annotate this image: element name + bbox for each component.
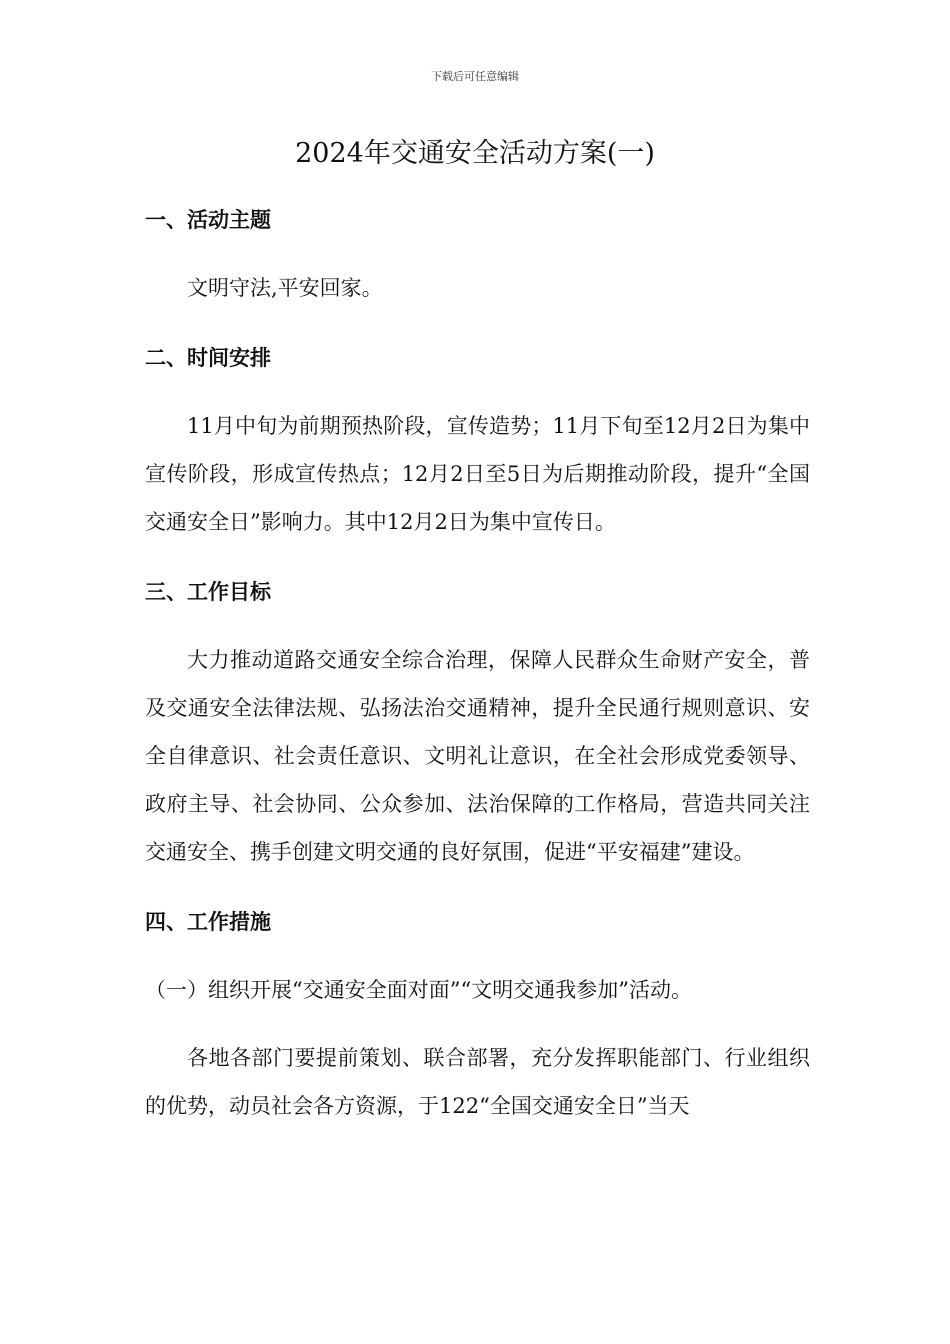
- section-heading-schedule: 二、时间安排: [145, 346, 271, 370]
- section-paragraph-measures: 各地各部门要提前策划、联合部署，充分发挥职能部门、行业组织的优势，动员社会各方资源，于122“全国交通安全日”当天: [145, 1046, 810, 1118]
- document-body: [145, 196, 810, 1130]
- section-paragraph-schedule: 11月中旬为前期预热阶段，宣传造势；11月下旬至12月2日为集中宣传阶段，形成宣传热点；12月2日至5日为后期推动阶段，提升“全国交通安全日”影响力。其中12月2日为集中宣传日。: [145, 414, 810, 534]
- document-title: 2024年交通安全活动方案(一): [295, 138, 655, 169]
- section-paragraph-theme: 文明守法,平安回家。: [187, 276, 383, 300]
- section-heading-measures: 四、工作措施: [145, 910, 271, 934]
- section-heading-theme: 一、活动主题: [145, 208, 271, 232]
- page-header-note: 下载后可任意编辑: [431, 70, 519, 83]
- section-paragraph-goals: 大力推动道路交通安全综合治理，保障人民群众生命财产安全，普及交通安全法律法规、弘扬法治交通精神，提升全民通行规则意识、安全自律意识、社会责任意识、文明礼让意识，在全社会形成党委领导、政府主导、社会协同、公众参加、法治保障的工作格局，营造共同关注交通安全、携手创建文明交通的良好氛围，促进“平安福建”建设。: [145, 648, 810, 864]
- section-subheading-measures: （一）组织开展“交通安全面对面”“文明交通我参加”活动。: [145, 978, 692, 1002]
- section-heading-goals: 三、工作目标: [145, 580, 271, 604]
